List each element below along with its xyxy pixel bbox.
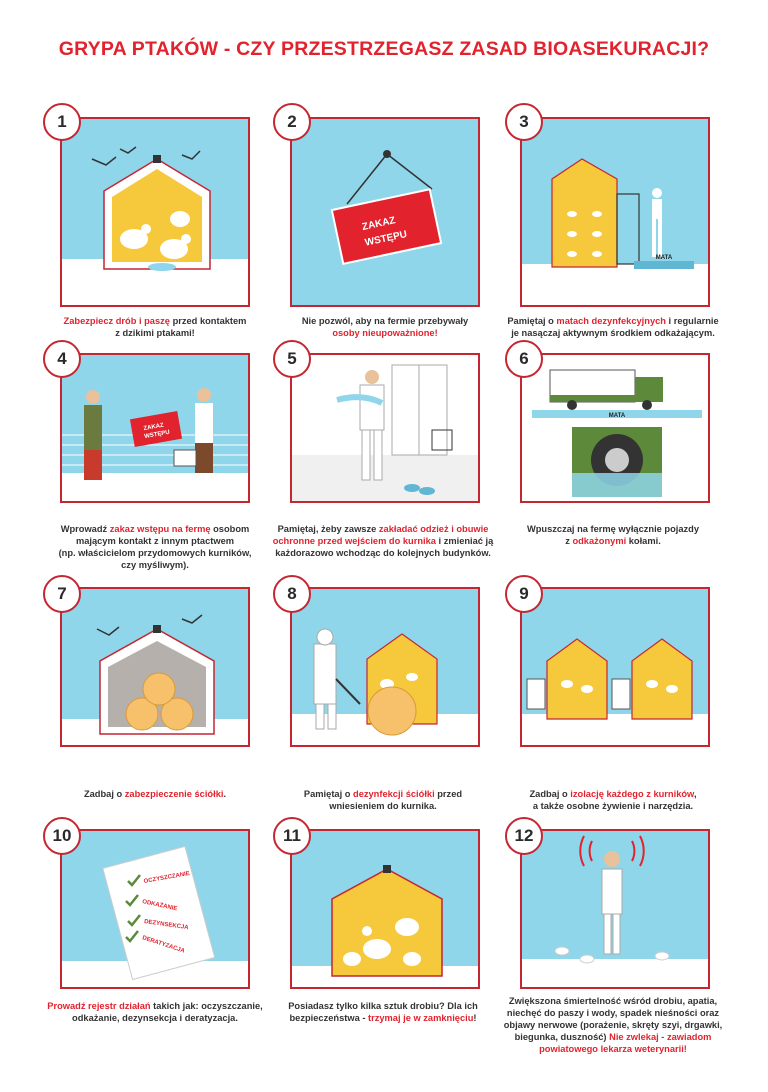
panel-12: [520, 829, 710, 989]
caption-text: Posiadasz tylko kilka sztuk drobiu? Dla ich bezpieczeństwa -: [288, 1001, 478, 1023]
step-number: 5: [273, 340, 311, 378]
panel-1: [60, 117, 250, 307]
step-number: 9: [505, 575, 543, 613]
mat-label: MATA: [608, 413, 626, 419]
caption-text: kołami.: [626, 536, 661, 546]
step-number: 3: [505, 103, 543, 141]
page-title: GRYPA PTAKÓW - CZY PRZESTRZEGASZ ZASAD BIOASEKURACJI?: [58, 38, 710, 60]
checklist-item-1: OCZYSZCZANIE: [143, 870, 191, 885]
panel-3: [520, 117, 710, 307]
caption-1: [35, 315, 275, 339]
register-checklist-illustration: [62, 831, 250, 989]
caption-text: Pamiętaj o: [303, 789, 354, 799]
caption-11: [263, 1000, 503, 1024]
caption-text: Zadbaj o: [83, 789, 125, 799]
isolated-houses-illustration: [522, 589, 710, 747]
caption-text: i zmieniać ją każdorazowo wchodząc do kolejnych budynków.: [275, 536, 494, 558]
panel-11: [290, 829, 480, 989]
caption-text: Pamiętaj o: [507, 316, 557, 326]
sign-text-1: ZAKAZ: [361, 215, 397, 234]
caption-text: .: [223, 789, 227, 799]
caption-10: [35, 1000, 275, 1024]
caption-highlight: Prowadź rejestr działań: [47, 1001, 151, 1011]
panel-5: [290, 353, 480, 503]
panel-7: [60, 587, 250, 747]
checklist-item-4: DERATYZACJA: [141, 935, 186, 955]
caption-highlight: zakaz wstępu na fermę: [109, 524, 211, 534]
bedding-disinfection-illustration: [292, 589, 480, 747]
caption-highlight: matach dezynfekcyjnych: [556, 316, 666, 326]
caption-highlight: osoby nieupoważnione!: [332, 328, 438, 338]
caption-highlight: dezynfekcji ściółki: [353, 789, 435, 799]
step-number: 8: [273, 575, 311, 613]
panel-2: [290, 117, 480, 307]
caption-highlight: zakładać odzież i obuwie ochronne przed wejściem do kurnika: [272, 524, 489, 546]
protective-clothing-illustration: [292, 355, 480, 503]
step-number: 10: [43, 817, 81, 855]
caption-text: !: [473, 1013, 477, 1023]
caption-4: [35, 523, 275, 571]
disinfection-mat-illustration: [522, 119, 710, 307]
caption-highlight: trzymaj je w zamknięciu: [368, 1013, 474, 1023]
truck-wheel-illustration: [522, 355, 710, 503]
step-number: 4: [43, 340, 81, 378]
caption-highlight: odkażonymi: [572, 536, 627, 546]
caption-text: i regularnie je nasączaj aktywnym środkiem odkażającym.: [511, 316, 719, 338]
caption-text: takich jak: oczyszczanie, odkażanie, dezynsekcja i deratyzacja.: [72, 1001, 263, 1023]
panel-9: [520, 587, 710, 747]
caption-text: Zwiększona śmiertelność wśród drobiu, apatia, niechęć do paszy i wody, spadek nieśności oraz objawy nerwowe (porażenie, skręty szyi, drgawki, biegunka, duszność): [503, 996, 723, 1042]
caption-text: przed wniesieniem do kurnika.: [329, 789, 463, 811]
caption-text: Nie pozwól, aby na fermie przebywały: [301, 316, 469, 326]
step-number: 11: [273, 817, 311, 855]
panel-8: [290, 587, 480, 747]
caption-12: [493, 995, 733, 1055]
bedding-storage-illustration: [62, 589, 250, 747]
caption-3: [493, 315, 733, 339]
caption-2: [265, 315, 505, 339]
panel-10: [60, 829, 250, 989]
caption-text: Wprowadź: [60, 524, 110, 534]
checklist-item-3: DEZYNSEKCJA: [143, 919, 189, 932]
step-number: 6: [505, 340, 543, 378]
no-entry-sign-illustration: [292, 119, 480, 307]
caption-text: przed kontaktem z dzikimi ptakami!: [115, 316, 247, 338]
sign-text-2: WSTĘPU: [363, 229, 409, 249]
caption-6: [493, 523, 733, 547]
panel-6: [520, 353, 710, 503]
step-number: 7: [43, 575, 81, 613]
caption-text: osobom mającym kontakt z innym ptactwem (np. właścicielom przydomowych kurników, czy myśliwym).: [58, 524, 252, 570]
step-number: 12: [505, 817, 543, 855]
caption-text: Zadbaj o: [529, 789, 571, 799]
caption-highlight: zabezpieczenie ściółki: [124, 789, 224, 799]
alert-phone-illustration: [522, 831, 710, 989]
caption-highlight: Zabezpiecz drób i paszę: [63, 316, 170, 326]
caption-9: [493, 788, 733, 812]
sign-text-2: WSTĘPU: [143, 429, 171, 441]
house-birds-illustration: [62, 119, 250, 307]
caption-highlight: Nie zwlekaj - zawiadom powiatowego lekarza weterynarii!: [539, 1032, 712, 1054]
caption-text: Wpuszczaj na fermę wyłącznie pojazdy z: [526, 524, 700, 546]
step-number: 2: [273, 103, 311, 141]
caption-5: [263, 523, 503, 559]
mat-label: MATA: [655, 255, 673, 261]
caption-highlight: izolację każdego z kurników: [570, 789, 694, 799]
panel-4: [60, 353, 250, 503]
fence-visitors-illustration: [62, 355, 250, 503]
caption-text: Pamiętaj, żeby zawsze: [277, 524, 379, 534]
checklist-item-2: ODKAŻANIE: [141, 899, 178, 913]
caption-text: , a także osobne żywienie i narzędzia.: [532, 789, 697, 811]
step-number: 1: [43, 103, 81, 141]
caption-8: [263, 788, 503, 812]
caption-7: [35, 788, 275, 800]
sign-text-1: ZAKAZ: [143, 422, 165, 433]
poultry-indoors-illustration: [292, 831, 480, 989]
